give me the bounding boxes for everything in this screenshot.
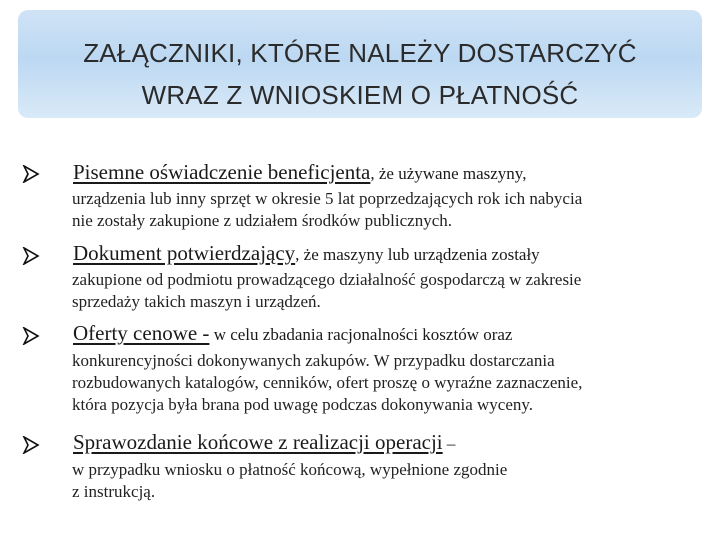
item-heading-rest: , że używane maszyny, xyxy=(370,164,527,183)
item-heading xyxy=(73,160,526,185)
item-heading xyxy=(73,430,455,455)
slide-title xyxy=(18,32,702,116)
title-line-2: WRAZ Z WNIOSKIEM O PŁATNOŚĆ xyxy=(141,80,579,110)
item-heading-rest: – xyxy=(442,434,456,453)
item-body xyxy=(72,350,692,416)
item-body-line: nie zostały zakupione z udziałem środków publicznych. xyxy=(72,211,453,230)
item-heading-rest: , że maszyny lub urządzenia zostały xyxy=(295,245,540,264)
title-line-1: ZAŁĄCZNIKI, KTÓRE NALEŻY DOSTARCZYĆ xyxy=(83,38,637,68)
item-heading xyxy=(73,321,512,346)
item-body-line: która pozycja była brana pod uwagę podczas dokonywania wyceny. xyxy=(72,395,534,414)
item-heading-key: Pisemne oświadczenie beneficjenta xyxy=(73,160,371,184)
item-heading-key: Oferty cenowe - xyxy=(73,321,210,345)
item-body-line: w przypadku wniosku o płatność końcową, wypełnione zgodnie xyxy=(72,460,508,479)
item-body xyxy=(72,459,692,503)
item-heading-rest: w celu zbadania racjonalności kosztów oraz xyxy=(209,325,513,344)
item-body xyxy=(72,188,692,232)
item-heading xyxy=(73,241,540,266)
item-body-line: rozbudowanych katalogów, cenników, ofert proszę o wyraźne zaznaczenie, xyxy=(72,373,583,392)
item-heading-key: Dokument potwierdzający xyxy=(73,241,296,265)
item-body-line: urządzenia lub inny sprzęt w okresie 5 lat poprzedzających rok ich nabycia xyxy=(72,189,583,208)
arrowhead-bullet-icon xyxy=(22,327,40,345)
item-body xyxy=(72,269,692,313)
arrowhead-bullet-icon xyxy=(22,165,40,183)
item-body-line: zakupione od podmiotu prowadzącego działalność gospodarczą w zakresie xyxy=(72,270,582,289)
arrowhead-bullet-icon xyxy=(22,436,40,454)
item-heading-key: Sprawozdanie końcowe z realizacji operacji xyxy=(73,430,443,454)
item-body-line: sprzedaży takich maszyn i urządzeń. xyxy=(72,292,321,311)
arrowhead-bullet-icon xyxy=(22,247,40,265)
item-body-line: konkurencyjności dokonywanych zakupów. W przypadku dostarczania xyxy=(72,351,555,370)
item-body-line: z instrukcją. xyxy=(72,482,156,501)
